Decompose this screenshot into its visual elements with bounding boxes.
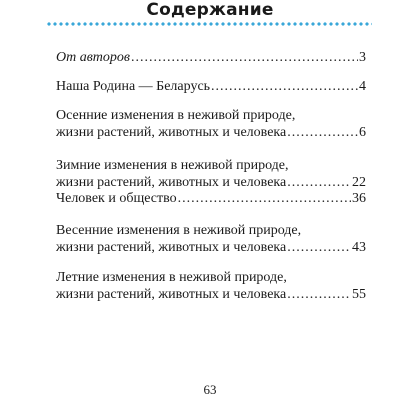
dot-leader <box>287 239 351 256</box>
toc-entry-last-line <box>56 190 366 207</box>
page-title: Содержание <box>146 0 274 20</box>
dot-leader <box>178 190 351 207</box>
toc-entry-last-line <box>56 239 366 256</box>
toc-page-number: 36 <box>352 191 366 206</box>
toc-entry-title: Зимние изменения в неживой природе, <box>56 158 289 173</box>
toc-entry-title: Наша Родина — Беларусь <box>56 79 211 94</box>
toc-entry-title: жизни растений, животных и человека <box>56 240 287 255</box>
toc-entry-title: Человек и общество <box>56 191 177 206</box>
toc-entry-title: От авторов <box>56 50 130 65</box>
toc-page-number: 43 <box>352 240 366 255</box>
dot-leader <box>131 49 358 66</box>
dot-leader <box>287 124 358 141</box>
page-number: 63 <box>203 382 217 397</box>
toc-entry <box>56 269 366 303</box>
toc-entry <box>56 222 366 256</box>
toc-entry-last-line <box>56 78 366 95</box>
toc-page-number: 55 <box>352 287 366 302</box>
toc-entry-last-line <box>56 174 366 191</box>
toc-page-number: 4 <box>359 79 366 94</box>
toc-entry-line <box>56 222 366 239</box>
toc-entry-last-line <box>56 49 366 66</box>
dot-leader <box>287 286 351 303</box>
dotted-title-rule <box>46 21 372 27</box>
toc-entry <box>56 49 366 66</box>
toc-entry-title: жизни растений, животных и человека <box>56 125 287 140</box>
toc-entry-line <box>56 269 366 286</box>
toc-entry-title: Летние изменения в неживой природе, <box>56 270 287 285</box>
toc-entry-line <box>56 107 366 124</box>
toc-entry <box>56 78 366 95</box>
toc-entry-last-line <box>56 286 366 303</box>
toc-page-number: 3 <box>359 50 366 65</box>
toc-page-number: 6 <box>359 125 366 140</box>
toc-entry <box>56 107 366 141</box>
toc-entry-title: жизни растений, животных и человека <box>56 287 287 302</box>
toc-entry-title: Осенние изменения в неживой природе, <box>56 108 296 123</box>
toc-page-number: 22 <box>352 175 366 190</box>
toc-entry-title: Весенние изменения в неживой природе, <box>56 223 302 238</box>
toc-entry <box>56 157 366 191</box>
toc-entry <box>56 190 366 207</box>
toc-entry-line <box>56 157 366 174</box>
toc-entry-last-line <box>56 124 366 141</box>
toc-entry-title: жизни растений, животных и человека <box>56 175 287 190</box>
dot-leader <box>211 78 358 95</box>
dot-leader <box>287 174 351 191</box>
